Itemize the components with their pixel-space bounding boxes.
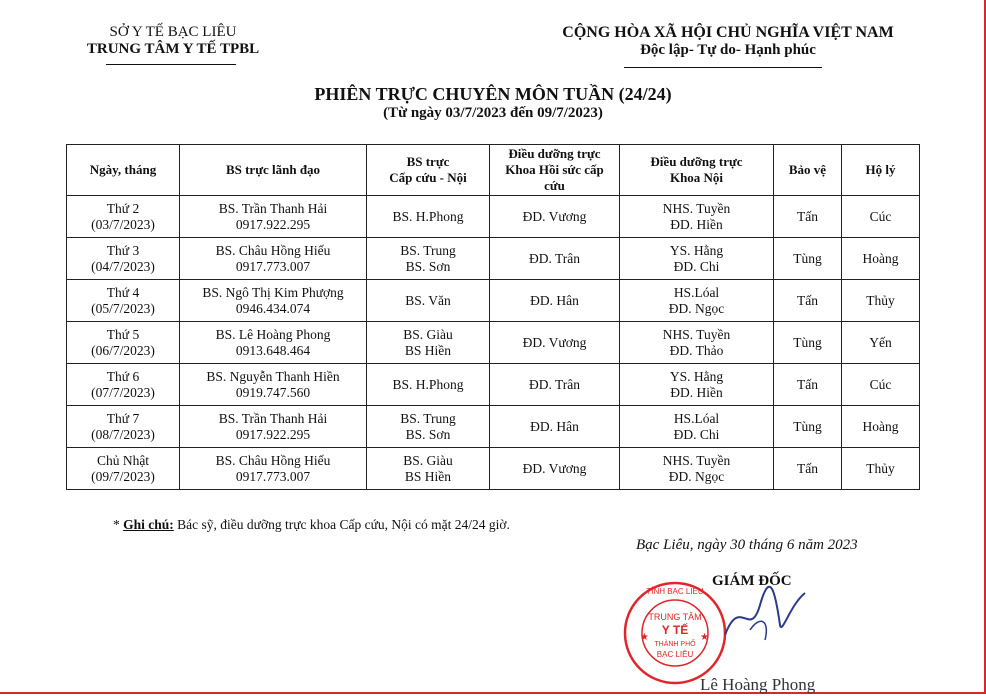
- date-cell-day: Thứ 3: [106, 242, 140, 258]
- signature-icon: [720, 585, 810, 645]
- leader-cell-phone: 0913.648.464: [235, 342, 311, 358]
- motto-underline: [624, 67, 822, 68]
- date-cell-date: (03/7/2023): [91, 216, 155, 232]
- er-doctor-cell: [367, 448, 490, 490]
- guard-cell: [774, 238, 842, 280]
- seal-line-4: BẠC LIÊU: [656, 650, 694, 659]
- er-doctor-cell: [367, 196, 490, 238]
- guard-cell: [774, 364, 842, 406]
- guard-cell-guard: Tùng: [793, 334, 822, 350]
- icu-nurse-cell-icu: ĐD. Trân: [528, 250, 580, 266]
- leader-cell: [180, 238, 367, 280]
- internal-nurse-cell-int2: ĐD. Hiền: [670, 384, 723, 400]
- aide-cell: [842, 322, 920, 364]
- er-doctor-cell-er1: BS. Văn: [405, 292, 451, 308]
- leader-cell-leader: BS. Ngô Thị Kim Phượng: [202, 284, 344, 300]
- internal-nurse-cell-int1: NHS. Tuyền: [662, 200, 731, 216]
- table-row: [67, 196, 920, 238]
- national-header: [538, 24, 918, 59]
- leader-cell-phone: 0946.434.074: [235, 300, 311, 316]
- guard-cell: [774, 406, 842, 448]
- internal-nurse-cell: [620, 280, 774, 322]
- guard-cell-guard: Tùng: [793, 250, 822, 266]
- aide-cell-aide: Yến: [869, 334, 892, 350]
- date-cell-day: Thứ 2: [106, 200, 140, 216]
- header-guard: Bảo vệ: [774, 145, 842, 196]
- date-cell-day: Thứ 7: [106, 410, 140, 426]
- footnote: * Ghi chú: Bác sỹ, điều dưỡng trực khoa Cấp cứu, Nội có mặt 24/24 giờ.: [113, 517, 510, 532]
- table-row: [67, 364, 920, 406]
- agency-header: [68, 24, 278, 58]
- table-row: [67, 406, 920, 448]
- guard-cell: [774, 280, 842, 322]
- leader-cell-phone: 0917.922.295: [235, 426, 311, 442]
- icu-nurse-cell: [490, 322, 620, 364]
- internal-nurse-cell-int1: HS.Lóal: [673, 410, 720, 426]
- internal-nurse-cell: [620, 448, 774, 490]
- internal-nurse-cell-int1: NHS. Tuyền: [662, 452, 731, 468]
- date-cell: [67, 322, 180, 364]
- footnote-label: Ghi chú:: [123, 517, 174, 532]
- er-doctor-cell-er1: BS. H.Phong: [392, 376, 464, 392]
- er-doctor-cell-er1: BS. Trung: [400, 410, 456, 426]
- date-cell-day: Thứ 5: [106, 326, 140, 342]
- leader-cell-leader: BS. Trần Thanh Hải: [218, 410, 328, 426]
- duty-schedule-table: [66, 144, 920, 490]
- er-doctor-cell-er2: BS. Sơn: [405, 426, 451, 442]
- er-doctor-cell-er2: BS Hiền: [404, 468, 452, 484]
- seal-top-text: TỈNH BẠC LIÊU: [646, 587, 704, 596]
- aide-cell-aide: Thủy: [866, 292, 895, 308]
- header-date: Ngày, tháng: [67, 145, 180, 196]
- internal-nurse-cell: [620, 364, 774, 406]
- icu-nurse-cell: [490, 196, 620, 238]
- director-title: GIÁM ĐỐC: [712, 573, 792, 589]
- seal-line-1: TRUNG TÂM: [648, 612, 702, 622]
- leader-cell: [180, 196, 367, 238]
- icu-nurse-cell-icu: ĐD. Vương: [522, 208, 587, 224]
- icu-nurse-cell-icu: ĐD. Trân: [528, 376, 580, 392]
- er-doctor-cell-er1: BS. Giàu: [403, 326, 453, 342]
- leader-cell: [180, 364, 367, 406]
- internal-nurse-cell-int2: ĐD. Chi: [673, 258, 720, 274]
- header-er-doctor: BS trực Cấp cứu - Nội: [367, 145, 490, 196]
- table-header-row: [67, 145, 920, 196]
- signer-name: Lê Hoàng Phong: [700, 675, 816, 694]
- internal-nurse-cell: [620, 322, 774, 364]
- document-title: PHIÊN TRỰC CHUYÊN MÔN TUẦN (24/24): [314, 84, 672, 104]
- agency-underline: [106, 64, 236, 65]
- aide-cell: [842, 280, 920, 322]
- icu-nurse-cell-icu: ĐD. Hân: [530, 292, 579, 308]
- er-doctor-cell: [367, 280, 490, 322]
- icu-nurse-cell: [490, 238, 620, 280]
- leader-cell-phone: 0917.922.295: [235, 216, 311, 232]
- guard-cell: [774, 196, 842, 238]
- date-cell-date: (07/7/2023): [91, 384, 155, 400]
- guard-cell-guard: Tấn: [797, 208, 818, 224]
- internal-nurse-cell: [620, 406, 774, 448]
- date-cell-day: Thứ 4: [106, 284, 140, 300]
- aide-cell-aide: Thủy: [866, 460, 895, 476]
- internal-nurse-cell-int2: ĐD. Ngọc: [668, 300, 725, 316]
- date-cell-date: (06/7/2023): [91, 342, 155, 358]
- date-cell-day: Thứ 6: [106, 368, 140, 384]
- leader-cell-leader: BS. Trần Thanh Hải: [218, 200, 328, 216]
- icu-nurse-cell: [490, 364, 620, 406]
- er-doctor-cell-er1: BS. Trung: [400, 242, 456, 258]
- table-row: [67, 280, 920, 322]
- internal-nurse-cell-int2: ĐD. Thảo: [669, 342, 724, 358]
- er-doctor-cell-er1: BS. Giàu: [403, 452, 453, 468]
- table-row: [67, 448, 920, 490]
- date-cell: [67, 196, 180, 238]
- aide-cell: [842, 448, 920, 490]
- svg-text:★: ★: [700, 632, 709, 643]
- er-doctor-cell-er2: BS Hiền: [404, 342, 452, 358]
- guard-cell-guard: Tấn: [797, 376, 818, 392]
- icu-nurse-cell-icu: ĐD. Vương: [522, 334, 587, 350]
- internal-nurse-cell: [620, 196, 774, 238]
- table-row: [67, 322, 920, 364]
- icu-nurse-cell: [490, 448, 620, 490]
- footnote-text: Bác sỹ, điều dưỡng trực khoa Cấp cứu, Nội có mặt 24/24 giờ.: [173, 517, 510, 532]
- guard-cell-guard: Tấn: [797, 460, 818, 476]
- guard-cell-guard: Tùng: [793, 418, 822, 434]
- official-seal-icon: [620, 578, 730, 688]
- header-icu-nurse: Điều dưỡng trực Khoa Hồi sức cấp cứu: [490, 145, 620, 196]
- date-cell-day: Chủ Nhật: [96, 452, 150, 468]
- header-leader: BS trực lãnh đạo: [180, 145, 367, 196]
- date-cell: [67, 406, 180, 448]
- svg-text:★: ★: [640, 632, 649, 643]
- aide-cell: [842, 406, 920, 448]
- leader-cell-phone: 0917.773.007: [235, 258, 311, 274]
- table-row: [67, 238, 920, 280]
- aide-cell-aide: Hoàng: [862, 250, 899, 266]
- date-cell: [67, 364, 180, 406]
- aide-cell: [842, 364, 920, 406]
- er-doctor-cell: [367, 238, 490, 280]
- icu-nurse-cell: [490, 280, 620, 322]
- leader-cell: [180, 322, 367, 364]
- seal-line-3: THÀNH PHỐ: [654, 641, 696, 648]
- icu-nurse-cell-icu: ĐD. Vương: [522, 460, 587, 476]
- leader-cell: [180, 406, 367, 448]
- leader-cell-phone: 0919.747.560: [235, 384, 311, 400]
- national-motto: Độc lập- Tự do- Hạnh phúc: [640, 42, 816, 58]
- date-cell-date: (05/7/2023): [91, 300, 155, 316]
- leader-cell-phone: 0917.773.007: [235, 468, 311, 484]
- department-name: SỞ Y TẾ BẠC LIÊU: [109, 24, 237, 40]
- date-cell: [67, 238, 180, 280]
- date-cell-date: (08/7/2023): [91, 426, 155, 442]
- date-cell-date: (09/7/2023): [91, 468, 155, 484]
- document-subtitle: (Từ ngày 03/7/2023 đến 09/7/2023): [383, 105, 603, 121]
- aide-cell: [842, 238, 920, 280]
- internal-nurse-cell-int1: YS. Hằng: [669, 368, 724, 384]
- internal-nurse-cell-int1: HS.Lóal: [673, 284, 720, 300]
- place-date: Bạc Liêu, ngày 30 tháng 6 năm 2023: [636, 537, 858, 553]
- leader-cell-leader: BS. Châu Hồng Hiếu: [215, 452, 331, 468]
- aide-cell: [842, 196, 920, 238]
- internal-nurse-cell: [620, 238, 774, 280]
- guard-cell: [774, 322, 842, 364]
- aide-cell-aide: Cúc: [869, 208, 892, 224]
- date-cell: [67, 280, 180, 322]
- er-doctor-cell-er2: BS. Sơn: [405, 258, 451, 274]
- er-doctor-cell: [367, 364, 490, 406]
- leader-cell: [180, 448, 367, 490]
- icu-nurse-cell-icu: ĐD. Hân: [530, 418, 579, 434]
- internal-nurse-cell-int2: ĐD. Ngọc: [668, 468, 725, 484]
- guard-cell: [774, 448, 842, 490]
- leader-cell-leader: BS. Châu Hồng Hiếu: [215, 242, 331, 258]
- aide-cell-aide: Cúc: [869, 376, 892, 392]
- internal-nurse-cell-int1: NHS. Tuyền: [662, 326, 731, 342]
- leader-cell-leader: BS. Nguyễn Thanh Hiền: [206, 368, 340, 384]
- icu-nurse-cell: [490, 406, 620, 448]
- er-doctor-cell: [367, 322, 490, 364]
- leader-cell: [180, 280, 367, 322]
- er-doctor-cell: [367, 406, 490, 448]
- national-title: CỘNG HÒA XÃ HỘI CHỦ NGHĨA VIỆT NAM: [562, 24, 894, 41]
- header-aide: Hộ lý: [842, 145, 920, 196]
- date-cell: [67, 448, 180, 490]
- internal-nurse-cell-int2: ĐD. Chi: [673, 426, 720, 442]
- guard-cell-guard: Tấn: [797, 292, 818, 308]
- internal-nurse-cell-int1: YS. Hằng: [669, 242, 724, 258]
- aide-cell-aide: Hoàng: [862, 418, 899, 434]
- date-cell-date: (04/7/2023): [91, 258, 155, 274]
- internal-nurse-cell-int2: ĐD. Hiền: [670, 216, 723, 232]
- er-doctor-cell-er1: BS. H.Phong: [392, 208, 464, 224]
- seal-line-2: Y TẾ: [661, 623, 689, 637]
- header-internal-nurse: Điều dưỡng trực Khoa Nội: [620, 145, 774, 196]
- center-name: TRUNG TÂM Y TẾ TPBL: [86, 41, 260, 57]
- leader-cell-leader: BS. Lê Hoàng Phong: [215, 326, 331, 342]
